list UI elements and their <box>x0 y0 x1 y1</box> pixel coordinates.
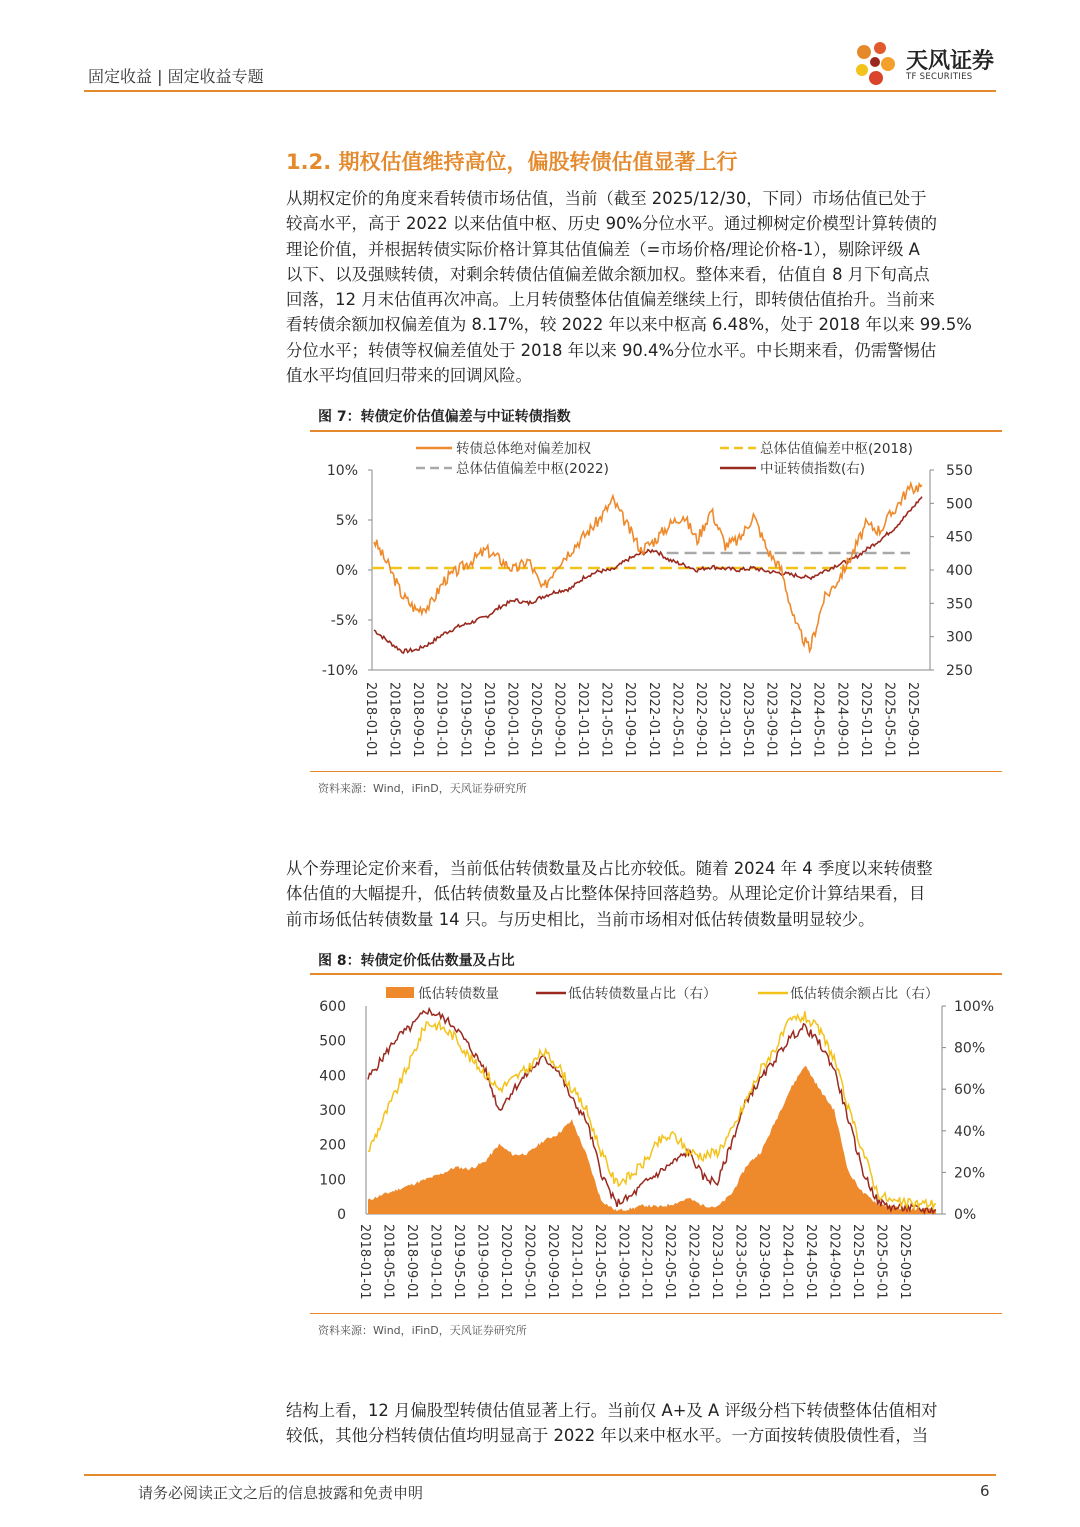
footer-disclaimer: 请务必阅读正文之后的信息披露和免责申明 <box>138 1484 424 1502</box>
y-tick-label-right: 80% <box>954 1040 986 1057</box>
x-tick-label: 2024-05-01 <box>810 682 826 758</box>
x-tick-label: 2019-01-01 <box>433 682 449 758</box>
y-tick-label-left: 5% <box>335 513 358 529</box>
logo-subtext: TF SECURITIES <box>906 72 973 82</box>
y-tick-label-left: 500 <box>319 1033 346 1050</box>
x-tick-label: 2021-01-01 <box>568 1224 584 1300</box>
x-tick-label: 2020-09-01 <box>551 682 567 758</box>
y-tick-label-right: 400 <box>946 563 973 579</box>
x-tick-label: 2020-05-01 <box>527 682 543 758</box>
logo-text: 天风证券 <box>906 49 995 74</box>
company-logo <box>848 38 998 90</box>
flower-logo-icon <box>848 38 904 90</box>
x-tick-label: 2020-05-01 <box>521 1224 537 1300</box>
legend-label: 低估转债数量占比（右） <box>568 986 717 1002</box>
figure-8-top-rule <box>310 973 1002 975</box>
paragraph-line: 结构上看，12 月偏股型转债估值显著上行。当前仅 A+及 A 评级分档下转债整体估值相对 <box>286 1401 938 1420</box>
footer-divider <box>84 1474 996 1476</box>
x-tick-label: 2023-05-01 <box>740 682 756 758</box>
x-tick-label: 2024-09-01 <box>826 1224 842 1300</box>
paragraph-line: 值水平均值回归带来的回调风险。 <box>286 366 532 386</box>
y-tick-label-right: 0% <box>954 1207 977 1223</box>
figure-8-title: 图 8：转债定价低估数量及占比 <box>318 953 515 969</box>
paragraph-line: 看转债余额加权偏差值为 8.17%，较 2022 年以来中枢高 6.48%，处于 2018 年以来 99.5% <box>286 315 972 335</box>
x-tick-label: 2018-05-01 <box>386 682 402 758</box>
x-tick-label: 2018-09-01 <box>403 1224 419 1300</box>
paragraph-line: 从期权定价的角度来看转债市场估值，当前（截至 2025/12/30，下同）市场估值已处于 <box>286 189 927 208</box>
figure-7-bottom-rule <box>310 771 1002 772</box>
paragraph-1 <box>286 186 998 388</box>
x-tick-label: 2022-01-01 <box>645 682 661 758</box>
x-tick-label: 2025-01-01 <box>857 682 873 758</box>
x-tick-label: 2018-09-01 <box>410 682 426 758</box>
x-tick-label: 2023-05-01 <box>732 1224 748 1300</box>
section-title: 1.2. 期权估值维持高位，偏股转债估值显著上行 <box>286 150 738 174</box>
x-tick-label: 2022-09-01 <box>692 682 708 758</box>
y-tick-label-right: 300 <box>946 629 973 646</box>
legend-label: 低估转债余额占比（右） <box>790 986 939 1002</box>
x-tick-label: 2020-01-01 <box>497 1224 513 1300</box>
x-tick-label: 2019-05-01 <box>457 682 473 758</box>
figure-8-bottom-rule <box>310 1313 1002 1314</box>
figure-7-source: 资料来源：Wind，iFinD，天风证券研究所 <box>318 782 527 795</box>
paragraph-line: 从个券理论定价来看，当前低估转债数量及占比亦较低。随着 2024 年 4 季度以来转债整 <box>286 859 933 878</box>
y-tick-label-left: 300 <box>319 1103 346 1119</box>
y-tick-label-right: 450 <box>946 529 973 546</box>
x-tick-label: 2019-05-01 <box>450 1224 466 1300</box>
x-tick-label: 2018-01-01 <box>363 682 378 758</box>
y-tick-label-left: 0 <box>337 1207 346 1223</box>
y-tick-label-right: 550 <box>946 463 973 479</box>
x-tick-label: 2019-01-01 <box>427 1224 443 1300</box>
paragraph-3 <box>286 1398 998 1449</box>
x-tick-label: 2022-09-01 <box>685 1224 701 1300</box>
legend-label: 总体估值偏差中枢(2018) <box>760 441 913 457</box>
legend-label: 低估转债数量 <box>418 986 499 1002</box>
y-tick-label-right: 20% <box>954 1165 986 1182</box>
y-tick-label-left: 0% <box>335 563 358 579</box>
y-tick-label-right: 60% <box>954 1082 986 1099</box>
page-number: 6 <box>980 1482 990 1500</box>
paragraph-line: 回落，12 月末估值再次冲高。上月转债整体估值偏差继续上行，即转债估值抬升。当前来 <box>286 290 935 310</box>
x-tick-label: 2020-01-01 <box>504 682 520 758</box>
x-tick-label: 2023-09-01 <box>763 682 779 758</box>
y-tick-label-left: -10% <box>321 663 358 679</box>
header-breadcrumb: 固定收益 | 固定收益专题 <box>88 67 264 86</box>
x-tick-label: 2022-05-01 <box>662 1224 678 1300</box>
paragraph-line: 前市场低估转债数量 14 只。与历史相比，当前市场相对低估转债数量明显较少。 <box>286 909 875 929</box>
paragraph-line: 分位水平；转债等权偏差值处于 2018 年以来 90.4%分位水平。中长期来看，仍需警惕估 <box>286 340 937 360</box>
y-tick-label-right: 40% <box>954 1123 986 1140</box>
paragraph-line: 理论价值，并根据转债实际价格计算其估值偏差（=市场价格/理论价格-1），剔除评级 A <box>286 239 920 259</box>
y-tick-label-right: 350 <box>946 596 973 613</box>
x-tick-label: 2018-05-01 <box>380 1224 396 1300</box>
legend-label: 中证转债指数(右) <box>760 461 866 477</box>
x-tick-label: 2021-09-01 <box>622 682 638 758</box>
y-tick-label-left: 100 <box>319 1172 346 1189</box>
paragraph-line: 以下、以及强赎转债，对剩余转债估值偏差做余额加权。整体来看，估值自 8 月下旬高点 <box>286 264 930 284</box>
legend-swatch <box>386 987 414 998</box>
y-tick-label-right: 250 <box>946 663 973 679</box>
header-divider <box>84 90 996 92</box>
x-tick-label: 2024-01-01 <box>779 1224 795 1300</box>
x-tick-label: 2025-05-01 <box>881 682 897 758</box>
paragraph-2 <box>286 856 998 932</box>
x-tick-label: 2025-09-01 <box>905 682 920 758</box>
x-tick-label: 2023-09-01 <box>756 1224 772 1300</box>
x-tick-label: 2024-05-01 <box>803 1224 819 1300</box>
y-tick-label-left: 10% <box>326 463 358 479</box>
y-tick-label-left: 600 <box>319 999 346 1015</box>
y-tick-label-left: -5% <box>330 613 358 629</box>
series-area-count <box>368 1066 936 1214</box>
x-tick-label: 2024-09-01 <box>834 682 850 758</box>
figure-7-chart <box>310 434 1002 770</box>
x-tick-label: 2021-01-01 <box>575 682 591 758</box>
y-tick-label-right: 500 <box>946 496 973 513</box>
x-tick-label: 2021-09-01 <box>615 1224 631 1300</box>
figure-8-chart <box>310 976 1002 1310</box>
paragraph-line: 较高水平，高于 2022 以来估值中枢、历史 90%分位水平。通过柳树定价模型计算转债的 <box>286 214 938 234</box>
legend-label: 总体估值偏差中枢(2022) <box>456 461 609 477</box>
x-tick-label: 2020-09-01 <box>544 1224 560 1300</box>
x-tick-label: 2021-05-01 <box>591 1224 607 1300</box>
x-tick-label: 2021-05-01 <box>598 682 614 758</box>
figure-8-source: 资料来源：Wind，iFinD，天风证券研究所 <box>318 1324 527 1337</box>
x-tick-label: 2025-09-01 <box>897 1224 912 1300</box>
y-tick-label-left: 400 <box>319 1068 346 1085</box>
y-tick-label-right: 100% <box>954 999 995 1015</box>
x-tick-label: 2023-01-01 <box>716 682 732 758</box>
x-tick-label: 2022-01-01 <box>638 1224 654 1300</box>
paragraph-line: 体估值的大幅提升，低估转债数量及占比整体保持回落趋势。从理论定价计算结果看，目 <box>286 884 926 904</box>
legend-label: 转债总体绝对偏差加权 <box>456 441 591 457</box>
x-tick-label: 2025-01-01 <box>850 1224 866 1300</box>
x-tick-label: 2019-09-01 <box>474 1224 490 1300</box>
x-tick-label: 2022-05-01 <box>669 682 685 758</box>
figure-7-top-rule <box>310 430 1002 432</box>
x-tick-label: 2025-05-01 <box>873 1224 889 1300</box>
x-tick-label: 2023-01-01 <box>709 1224 725 1300</box>
y-tick-label-left: 200 <box>319 1137 346 1154</box>
x-tick-label: 2019-09-01 <box>480 682 496 758</box>
paragraph-line: 较低，其他分档转债估值均明显高于 2022 年以来中枢水平。一方面按转债股债性看，当 <box>286 1426 929 1446</box>
x-tick-label: 2018-01-01 <box>357 1224 372 1300</box>
figure-7-title: 图 7：转债定价估值偏差与中证转债指数 <box>318 409 571 425</box>
x-tick-label: 2024-01-01 <box>787 682 803 758</box>
